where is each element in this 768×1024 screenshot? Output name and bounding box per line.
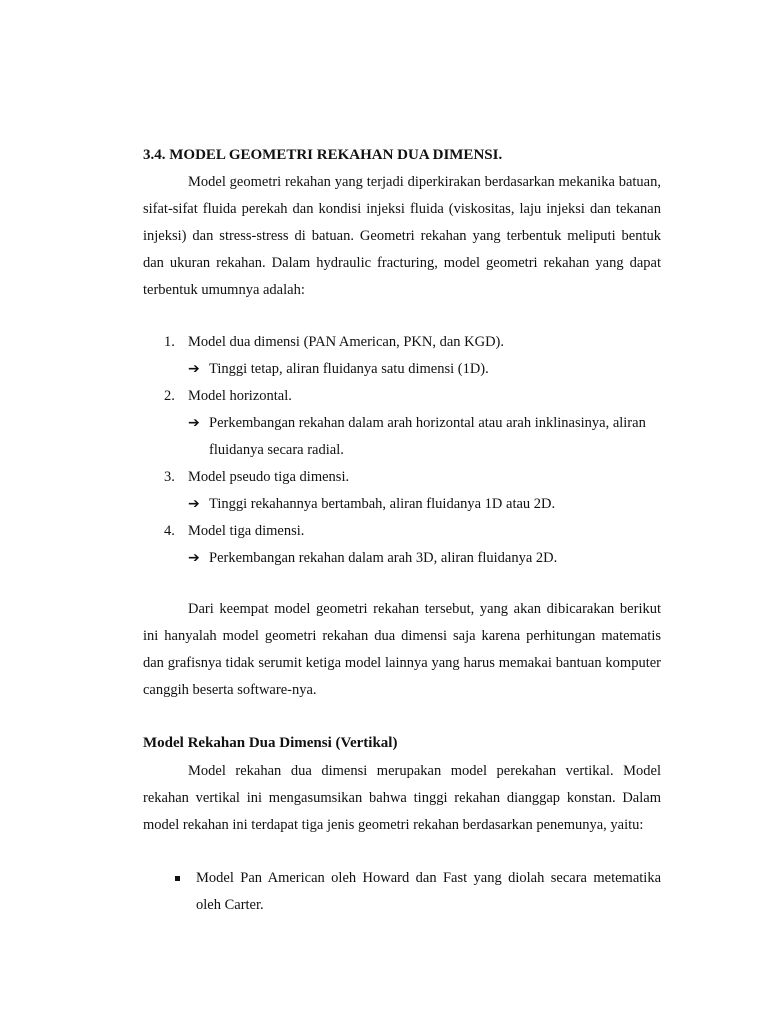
arrow-right-icon: ➔ bbox=[188, 496, 200, 512]
list-item-title: Model pseudo tiga dimensi. bbox=[188, 469, 350, 485]
list-item-detail bbox=[188, 410, 661, 464]
intro-paragraph: Model geometri rekahan yang terjadi diperkirakan berdasarkan mekanika batuan, sifat-sifat fluida perekah dan kondisi injeksi fluida (viskositas, laju injeksi dan tekanan injeksi) dan stress-stress di batuan. Geometri rekahan yang terbentuk meliputi bentuk dan ukuran rekahan. Dalam hydraulic fracturing, model geometri rekahan yang dapat terbentuk umumnya adalah: bbox=[143, 174, 661, 298]
list-number: 4. bbox=[164, 523, 175, 539]
list-item bbox=[143, 383, 661, 464]
list-number: 3. bbox=[164, 469, 175, 485]
list-item-detail bbox=[188, 356, 661, 383]
list-number: 1. bbox=[164, 334, 175, 350]
list-item bbox=[143, 464, 661, 518]
detail-text: Tinggi tetap, aliran fluidanya satu dimensi (1D). bbox=[209, 361, 489, 377]
detail-text: Perkembangan rekahan dalam arah horizontal atau arah inklinasinya, aliran fluidanya secara radial. bbox=[209, 415, 646, 458]
list-item-title: Model dua dimensi (PAN American, PKN, dan KGD). bbox=[188, 334, 505, 350]
vertical-paragraph: Model rekahan dua dimensi merupakan model perekahan vertikal. Model rekahan vertikal ini mengasumsikan bahwa tinggi rekahan dianggap konstan. Dalam model rekahan ini terdapat tiga jenis geometri rekahan berdasarkan penemunya, yaitu: bbox=[143, 763, 661, 833]
square-bullet-icon bbox=[175, 876, 180, 881]
subsection-heading: Model Rekahan Dua Dimensi (Vertikal) bbox=[143, 735, 398, 751]
bullet-list bbox=[143, 865, 661, 919]
list-item-title: Model horizontal. bbox=[188, 388, 292, 404]
bullet-text: Model Pan American oleh Howard dan Fast yang diolah secara metematika oleh Carter. bbox=[196, 870, 661, 913]
conclusion-paragraph: Dari keempat model geometri rekahan tersebut, yang akan dibicarakan berikut ini hanyalah model geometri rekahan dua dimensi saja karena perhitungan matematis dan grafisnya tidak serumit ketiga model lainnya yang harus memakai bantuan komputer canggih beserta software-nya. bbox=[143, 601, 661, 698]
list-item-detail bbox=[188, 491, 661, 518]
list-item bbox=[143, 329, 661, 383]
list-item-title: Model tiga dimensi. bbox=[188, 523, 305, 539]
list-item bbox=[143, 518, 661, 572]
arrow-right-icon: ➔ bbox=[188, 550, 200, 566]
bullet-item bbox=[143, 865, 661, 919]
list-item-detail bbox=[188, 545, 661, 572]
detail-text: Tinggi rekahannya bertambah, aliran fluidanya 1D atau 2D. bbox=[209, 496, 556, 512]
model-list bbox=[143, 329, 661, 572]
detail-text: Perkembangan rekahan dalam arah 3D, aliran fluidanya 2D. bbox=[209, 550, 558, 566]
list-number: 2. bbox=[164, 388, 175, 404]
arrow-right-icon: ➔ bbox=[188, 415, 200, 431]
arrow-right-icon: ➔ bbox=[188, 361, 200, 377]
section-heading: 3.4. MODEL GEOMETRI REKAHAN DUA DIMENSI. bbox=[143, 147, 503, 163]
